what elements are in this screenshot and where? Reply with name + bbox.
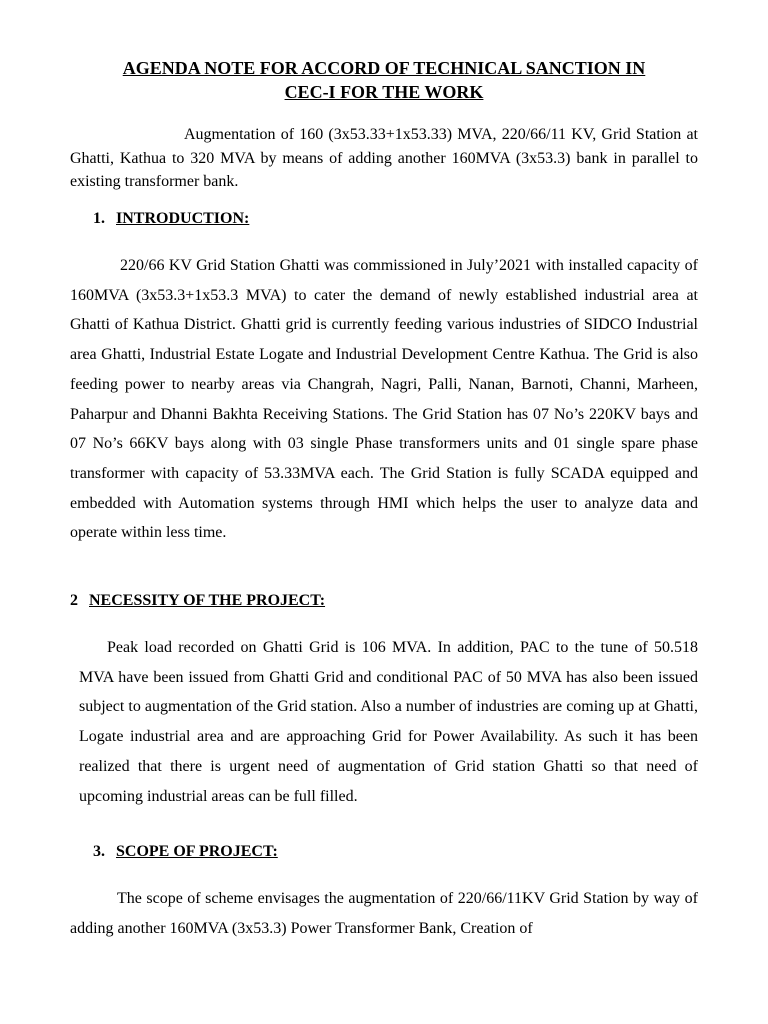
document-title-line-1: AGENDA NOTE FOR ACCORD OF TECHNICAL SANCTION IN <box>122 58 646 78</box>
scope-paragraph: The scope of scheme envisages the augmentation of 220/66/11KV Grid Station by way of adding another 160MVA (3x53.3) Power Transformer Bank, Creation of <box>70 890 698 937</box>
work-subject: Augmentation of 160 (3x53.33+1x53.33) MVA, 220/66/11 KV, Grid Station at Ghatti, Kathua to 320 MVA by means of adding another 160MVA (3x53.3) bank in parallel to existing transformer bank. <box>70 126 698 190</box>
section-heading-introduction <box>93 208 249 230</box>
section-title: NECESSITY OF THE PROJECT: <box>89 592 326 609</box>
section-title: INTRODUCTION: <box>116 210 250 227</box>
necessity-paragraph: Peak load recorded on Ghatti Grid is 106 MVA. In addition, PAC to the tune of 50.518 MVA have been issued from Ghatti Grid and conditional PAC of 50 MVA has also been issued subject to augmentation of the Grid station. Also a number of industries are coming up at Ghatti, Logate industrial area and are approaching Grid for Power Availability. As such it has been realized that there is urgent need of augmentation of Grid station Ghatti so that need of upcoming industrial areas can be full filled. <box>79 639 698 805</box>
section-title: SCOPE OF PROJECT: <box>116 843 278 860</box>
section-number: 1. <box>93 210 105 227</box>
section-heading-necessity <box>70 590 325 612</box>
section-number: 3. <box>93 843 105 860</box>
section-number: 2 <box>70 592 78 609</box>
document-title-line-2: CEC-I FOR THE WORK <box>284 82 484 102</box>
section-heading-scope <box>93 841 278 863</box>
introduction-paragraph: 220/66 KV Grid Station Ghatti was commissioned in July’2021 with installed capacity of 160MVA (3x53.3+1x53.3 MVA) to cater the demand of newly established industrial area at Ghatti of Kathua District. Ghatti grid is currently feeding various industries of SIDCO Industrial area Ghatti, Industrial Estate Logate and Industrial Development Centre Kathua. The Grid is also feeding power to nearby areas via Changrah, Nagri, Palli, Nanan, Barnoti, Channi, Marheen, Paharpur and Dhanni Bakhta Receiving Stations. The Grid Station has 07 No’s 220KV bays and 07 No’s 66KV bays along with 03 single Phase transformers units and 01 single spare phase transformer with capacity of 53.33MVA each. The Grid Station is fully SCADA equipped and embedded with Automation systems through HMI which helps the user to analyze data and operate within less time. <box>70 257 698 542</box>
